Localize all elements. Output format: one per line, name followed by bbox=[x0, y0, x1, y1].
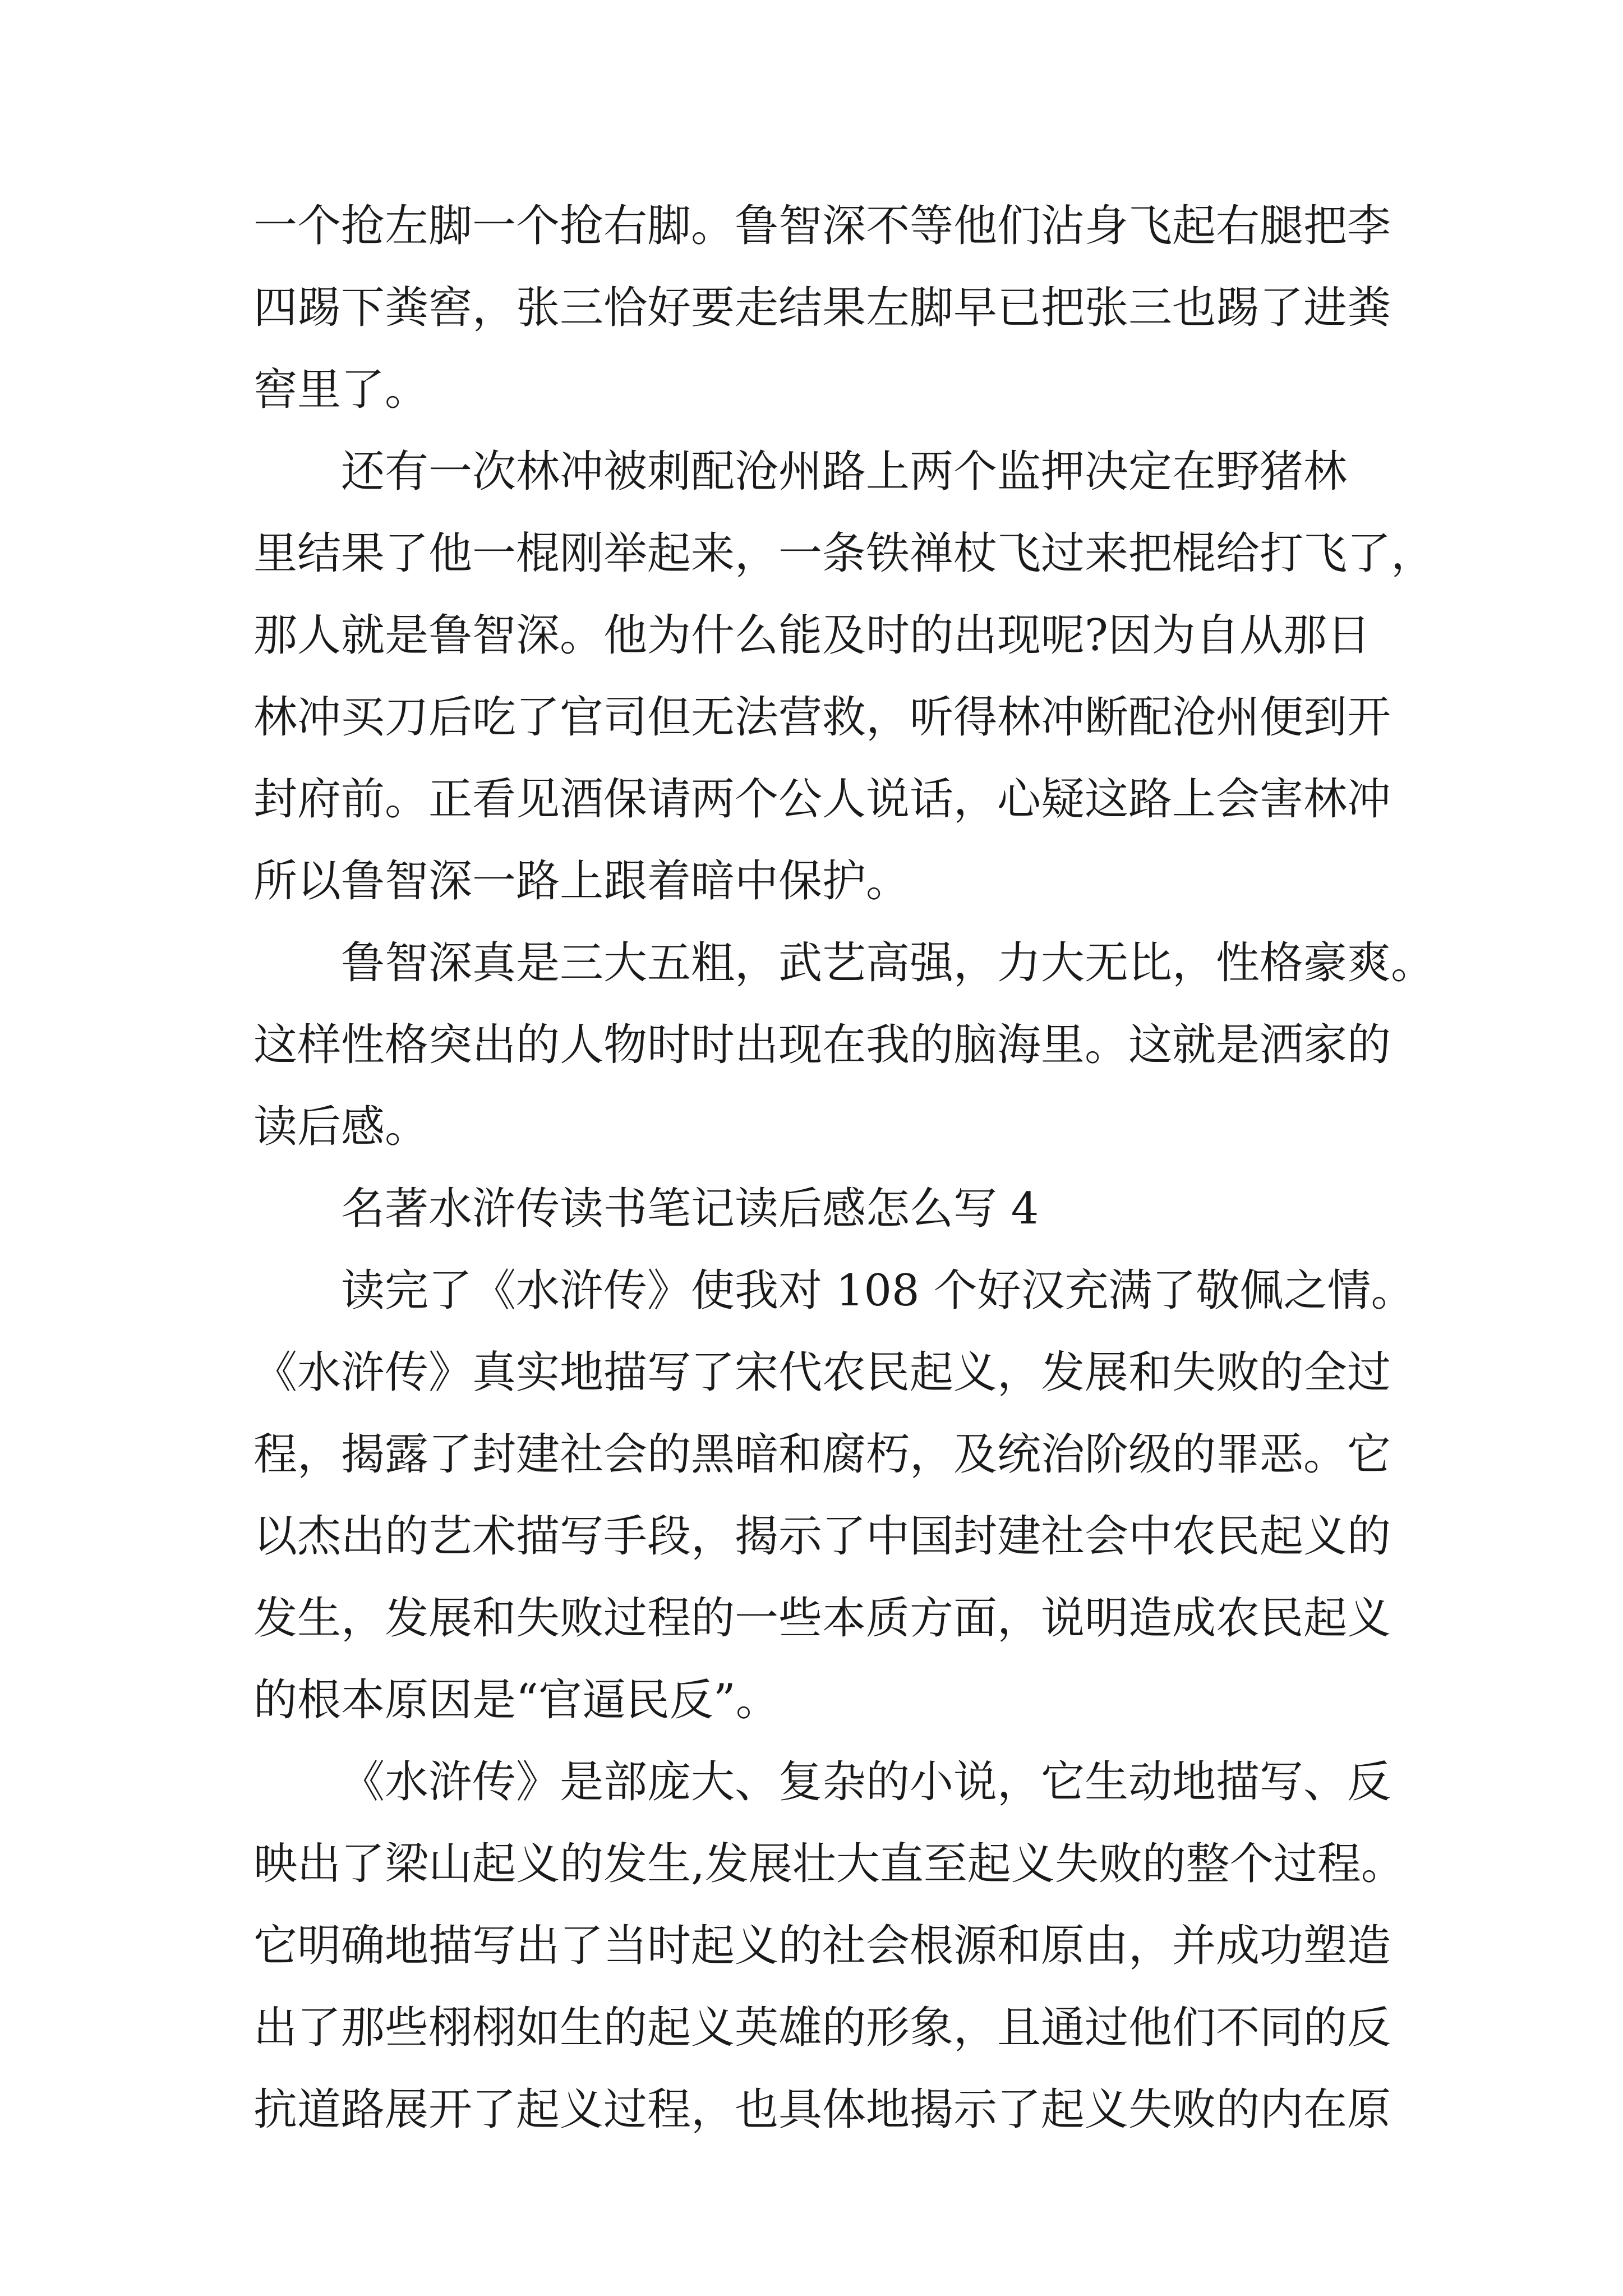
text-line: 《水浒传》真实地描写了宋代农民起义，发展和失败的全过 bbox=[253, 1347, 1391, 1398]
text-line: 它明确地描写出了当时起义的社会根源和原由，并成功塑造 bbox=[253, 1921, 1391, 1971]
text-line: 这样性格突出的人物时时出现在我的脑海里。这就是洒家的 bbox=[253, 1020, 1391, 1070]
text-line: 读后感。 bbox=[253, 1102, 429, 1152]
section-heading: 名著水浒传读书笔记读后感怎么写 4 bbox=[341, 1184, 1039, 1234]
text-line: 林冲买刀后吃了官司但无法营救，听得林冲断配沧州便到开 bbox=[253, 692, 1391, 743]
text-line: 映出了梁山起义的发生,发展壮大直至起义失败的整个过程。 bbox=[253, 1839, 1405, 1889]
text-line: 一个抢左脚一个抢右脚。鲁智深不等他们沾身飞起右腿把李 bbox=[253, 201, 1391, 251]
text-line: 四踢下粪窖，张三恰好要走结果左脚早已把张三也踢了进粪 bbox=[253, 283, 1391, 333]
text-line: 以杰出的艺术描写手段，揭示了中国封建社会中农民起义的 bbox=[253, 1511, 1391, 1562]
paragraph-start-line: 读完了《水浒传》使我对 108 个好汉充满了敬佩之情。 bbox=[341, 1266, 1415, 1316]
body-text bbox=[253, 185, 1435, 2151]
text-line: 封府前。正看见酒保请两个公人说话，心疑这路上会害林冲 bbox=[253, 774, 1391, 825]
text-line: 那人就是鲁智深。他为什么能及时的出现呢?因为自从那日 bbox=[253, 610, 1371, 661]
paragraph-start-line: 还有一次林冲被刺配沧州路上两个监押决定在野猪林 bbox=[341, 447, 1348, 497]
text-line: 窖里了。 bbox=[253, 365, 429, 415]
text-line: 里结果了他一棍刚举起来，一条铁禅杖飞过来把棍给打飞了， bbox=[253, 528, 1435, 579]
text-line: 程，揭露了封建社会的黑暗和腐朽，及统治阶级的罪恶。它 bbox=[253, 1429, 1391, 1480]
text-line: 抗道路展开了起义过程，也具体地揭示了起义失败的内在原 bbox=[253, 2085, 1391, 2135]
text-line: 出了那些栩栩如生的起义英雄的形象，且通过他们不同的反 bbox=[253, 2003, 1391, 2053]
paragraph-start-line: 鲁智深真是三大五粗，武艺高强，力大无比，性格豪爽。 bbox=[341, 938, 1435, 988]
text-line: 发生，发展和失败过程的一些本质方面，说明造成农民起义 bbox=[253, 1593, 1391, 1644]
text-line: 所以鲁智深一路上跟着暗中保护。 bbox=[253, 856, 910, 907]
text-line: 的根本原因是“官逼民反”。 bbox=[253, 1675, 780, 1726]
paragraph-start-line: 《水浒传》是部庞大、复杂的小说，它生动地描写、反 bbox=[341, 1757, 1391, 1807]
